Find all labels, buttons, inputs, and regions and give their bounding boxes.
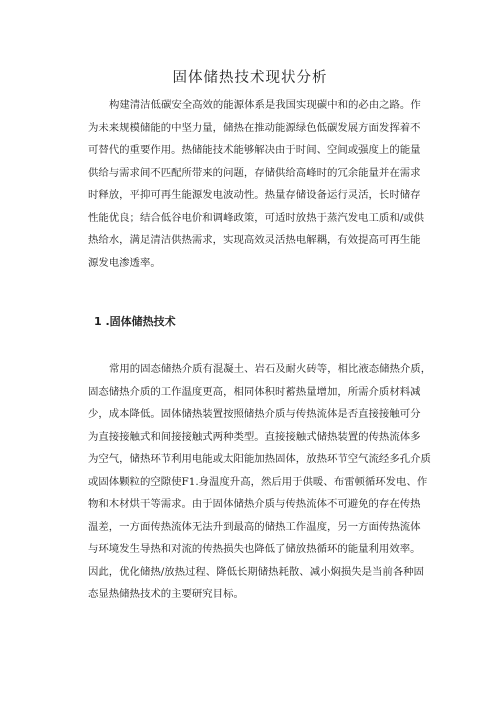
paragraph-line: 少，成本降低。固体储热装置按照储热介质与传热流体是否直接接触可分 [88, 408, 421, 420]
paragraph-line: 与环境发生导热和对流的传热损失也降低了储放热循环的能量利用效率。 [88, 543, 421, 555]
paragraph-line: 常用的固态储热介质有混凝土、岩石及耐火砖等，相比液态储热介质， [109, 363, 432, 375]
paragraph-line: 温差，一方面传热流体无法升到最高的储热工作温度，另一方面传热流体 [88, 520, 421, 533]
paragraph-line: 为直接接触式和间接接触式两种类型。直接接触式储热装置的传热流体多 [88, 430, 421, 443]
paragraph-line: 源发电渗透率。 [88, 256, 161, 269]
paragraph-line: 因此，优化储热/放热过程、降低长期储热耗散、减小焖损失是当前各种固 [88, 565, 424, 578]
section-heading: 1 .固体储热技术 [94, 315, 176, 328]
paragraph-line: 性能优良；结合低谷电价和调峰政策，可适时放热于蒸汽发电工质和/或供 [88, 211, 424, 224]
paragraph-line: 或固体颗粒的空隙使F1.身温度升高，然后用于供暖、布雷顿循环发电、作 [88, 475, 428, 488]
paragraph-line: 物和木材烘干等需求。由于固体储热介质与传热流体不可避免的存在传热 [88, 498, 421, 510]
paragraph-line: 时释放，平抑可再生能源发电波动性。热量存储设备运行灵活，长时储存 [88, 189, 421, 201]
paragraph-line: 构建清洁低碳安全高效的能源体系是我国实现碳中和的必由之路。作 [109, 99, 421, 111]
paragraph-line: 为未来规模储能的中坚力量，储热在推动能源绿色低碳发展方面发挥着不 [88, 121, 421, 134]
paragraph-line: 态显热储热技术的主要研究目标。 [88, 588, 244, 600]
paragraph-line: 供给与需求间不匹配所带来的问题，存储供给高峰时的冗余能量并在需求 [88, 166, 421, 179]
section-paragraph [88, 358, 433, 606]
intro-paragraph [88, 94, 433, 274]
paragraph-line: 热给水，满足清洁供热需求，实现高效灵活热电解耦，有效提高可再生能 [88, 234, 421, 246]
document-title: 固体储热技术现状分析 [172, 70, 328, 86]
paragraph-line: 可替代的重要作用。热储能技术能够解决由于时间、空间或强度上的能量 [88, 144, 421, 156]
paragraph-line: 为空气，储热环节利用电能或太阳能加热固体，放热环节空气流经多孔介质 [88, 453, 431, 465]
paragraph-line: 固态储热介质的工作温度更高，相同体积时蓄热量增加，所需介质材料减 [88, 385, 421, 398]
